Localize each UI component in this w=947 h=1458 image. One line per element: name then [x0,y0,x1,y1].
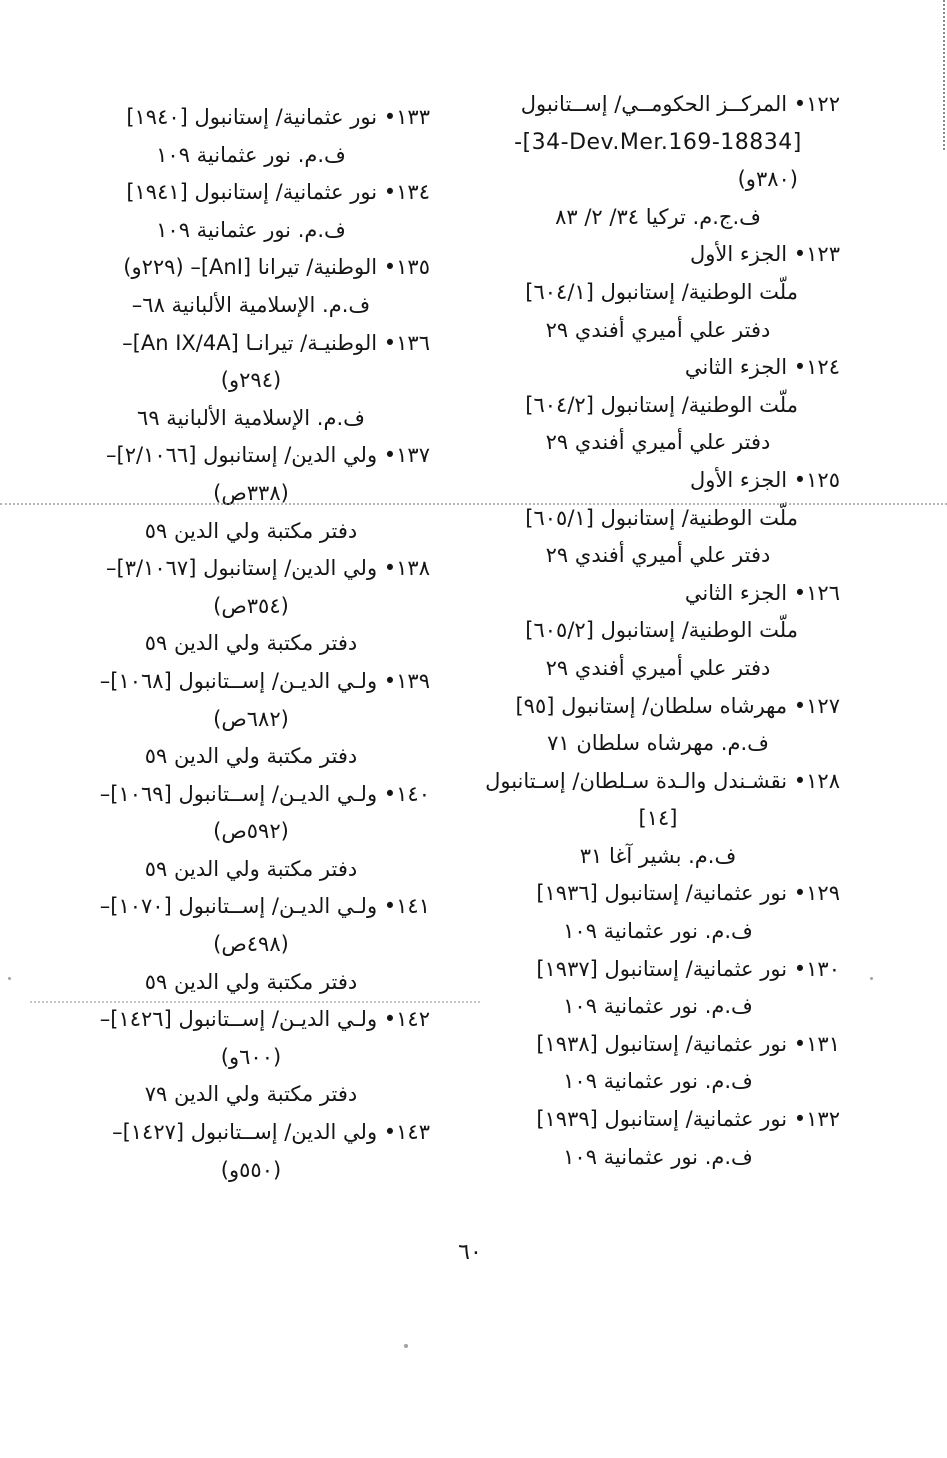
entry-continuation-line: ف.م. نور عثمانية ١٠٩ [563,1144,753,1169]
scan-dotted-line-horizontal [0,503,947,505]
scan-speck [404,1344,408,1348]
entry-line: ١٢٥• الجزء الأول [689,467,840,492]
entry-line: ١٣٦• الوطنيـة/ تيرانـا ⁦[An IX/4A]⁩– [122,330,430,355]
entry-continuation-line: ملّت الوطنية/ إستانبول [٦٠٤/٢] [525,392,798,417]
entry-continuation-line: دفتر مكتبة ولي الدين ٥٩ [144,969,358,994]
entry-line: ١٤٢• ولـي الديـن/ إســتانبول [١٤٢٦]– [99,1007,430,1032]
entry-line: ١٤١• ولـي الديـن/ إســتانبول [١٠٧٠]– [99,894,430,919]
entry-continuation-line: [١٤] [638,806,678,831]
entry-continuation-line: دفتر مكتبة ولي الدين ٥٩ [144,744,358,769]
entry-line: ١٣٩• ولـي الديـن/ إســتانبول [١٠٦٨]– [99,668,430,693]
entry-line: ١٢٩• نور عثمانية/ إستانبول [١٩٣٦] [536,881,840,906]
entry-line: ١٢٨• نقشـندل والـدة سـلطان/ إسـتانبول [485,768,840,793]
entry-line: ١٢٣• الجزء الأول [689,242,840,267]
entry-continuation-line: ف.م. نور عثمانية ١٠٩ [156,217,346,242]
entry-continuation-line: دفتر مكتبة ولي الدين ٥٩ [144,856,358,881]
entry-continuation-line: (٣٥٤ص) [213,593,289,618]
entry-line: ١٣٤• نور عثمانية/ إستانبول [١٩٤١] [126,180,430,205]
entry-continuation-line: ف.م. بشير آغا ٣١ [579,843,737,868]
entry-continuation-line: دفتر مكتبة ولي الدين ٥٩ [144,631,358,656]
entry-continuation-line: (٣٣٨ص) [213,480,289,505]
entry-continuation-line: دفتر مكتبة ولي الدين ٥٩ [144,518,358,543]
entry-continuation-line: (٣٨٠و) [737,167,798,192]
scan-speck [870,977,873,980]
entry-continuation-line: -[34-Dev.Mer.169-18834] [514,129,802,155]
entry-continuation-line: ملّت الوطنية/ إستانبول [٦٠٤/١] [525,279,798,304]
entry-line: ١٢٦• الجزء الثاني [684,580,840,605]
entry-line: ١٢٧• مهرشاه سلطان/ إستانبول [٩٥] [515,693,840,718]
entry-continuation-line: ملّت الوطنية/ إستانبول [٦٠٥/٢] [525,618,798,643]
entry-continuation-line: ف.م. نور عثمانية ١٠٩ [156,142,346,167]
entry-line: ١٣٧• ولي الدين/ إستانبول [٢/١٠٦٦]– [106,443,430,468]
entry-line: ١٣١• نور عثمانية/ إستانبول [١٩٣٨] [536,1031,840,1056]
scan-dotted-line-horizontal [30,1001,480,1003]
entry-line: ١٣٠• نور عثمانية/ إستانبول [١٩٣٧] [536,956,840,981]
entry-continuation-line: (٥٩٢ص) [213,819,289,844]
entry-continuation-line: (٢٩٤و) [220,368,282,393]
entry-line: ١٣٥• الوطنية/ تيرانا ⁦[AnI]⁩– (٢٢٩و) [123,255,430,280]
catalog-column-left [72,99,430,1189]
entry-continuation-line: دفتر علي أميري أفندي ٢٩ [545,655,771,680]
entry-continuation-line: دفتر علي أميري أفندي ٢٩ [545,543,771,568]
entry-continuation-line: (٤٩٨ص) [213,932,289,957]
entry-line: ١٣٢• نور عثمانية/ إستانبول [١٩٣٩] [536,1107,840,1132]
entry-line: ١٤٠• ولـي الديـن/ إســتانبول [١٠٦٩]– [99,781,430,806]
entry-line: ١٣٨• ولي الدين/ إستانبول [٣/١٠٦٧]– [106,556,430,581]
entry-continuation-line: ف.م. الإسلامية الألبانية ٦٨– [131,292,371,317]
scan-dotted-line-vertical [943,0,945,150]
entry-continuation-line: دفتر علي أميري أفندي ٢٩ [545,430,771,455]
entry-continuation-line: ملّت الوطنية/ إستانبول [٦٠٥/١] [525,505,798,530]
entry-line: ١٢٢• المركــز الحكومــي/ إســتانبول [520,92,840,116]
entry-line: ١٤٣• ولي الدين/ إســتانبول [١٤٢٧]– [112,1120,430,1145]
entry-line: ١٣٣• نور عثمانية/ إستانبول [١٩٤٠] [126,105,430,129]
scan-speck [8,977,11,980]
entry-continuation-line: دفتر علي أميري أفندي ٢٩ [545,317,771,342]
entry-continuation-line: (٦٠٠و) [220,1044,282,1069]
entry-continuation-line: ف.م. نور عثمانية ١٠٩ [563,919,753,944]
entry-continuation-line: ف.م. الإسلامية الألبانية ٦٩ [137,405,365,430]
entry-continuation-line: (٦٨٢ص) [213,706,289,731]
page-number: ٦٠ [458,1240,482,1265]
entry-continuation-line: ف.م. مهرشاه سلطان ٧١ [547,731,769,756]
entry-continuation-line: ف.م. نور عثمانية ١٠٩ [563,1069,753,1094]
entry-continuation-line: دفتر مكتبة ولي الدين ٧٩ [144,1082,358,1107]
entry-line: ١٢٤• الجزء الثاني [684,355,840,380]
entry-continuation-line: ف.ج.م. تركيا ٣٤/ ٢/ ٨٣ [555,204,761,229]
entry-continuation-line: (٥٥٠و) [220,1157,282,1182]
entry-continuation-line: ف.م. نور عثمانية ١٠٩ [563,994,753,1019]
catalog-column-right [476,86,840,1176]
